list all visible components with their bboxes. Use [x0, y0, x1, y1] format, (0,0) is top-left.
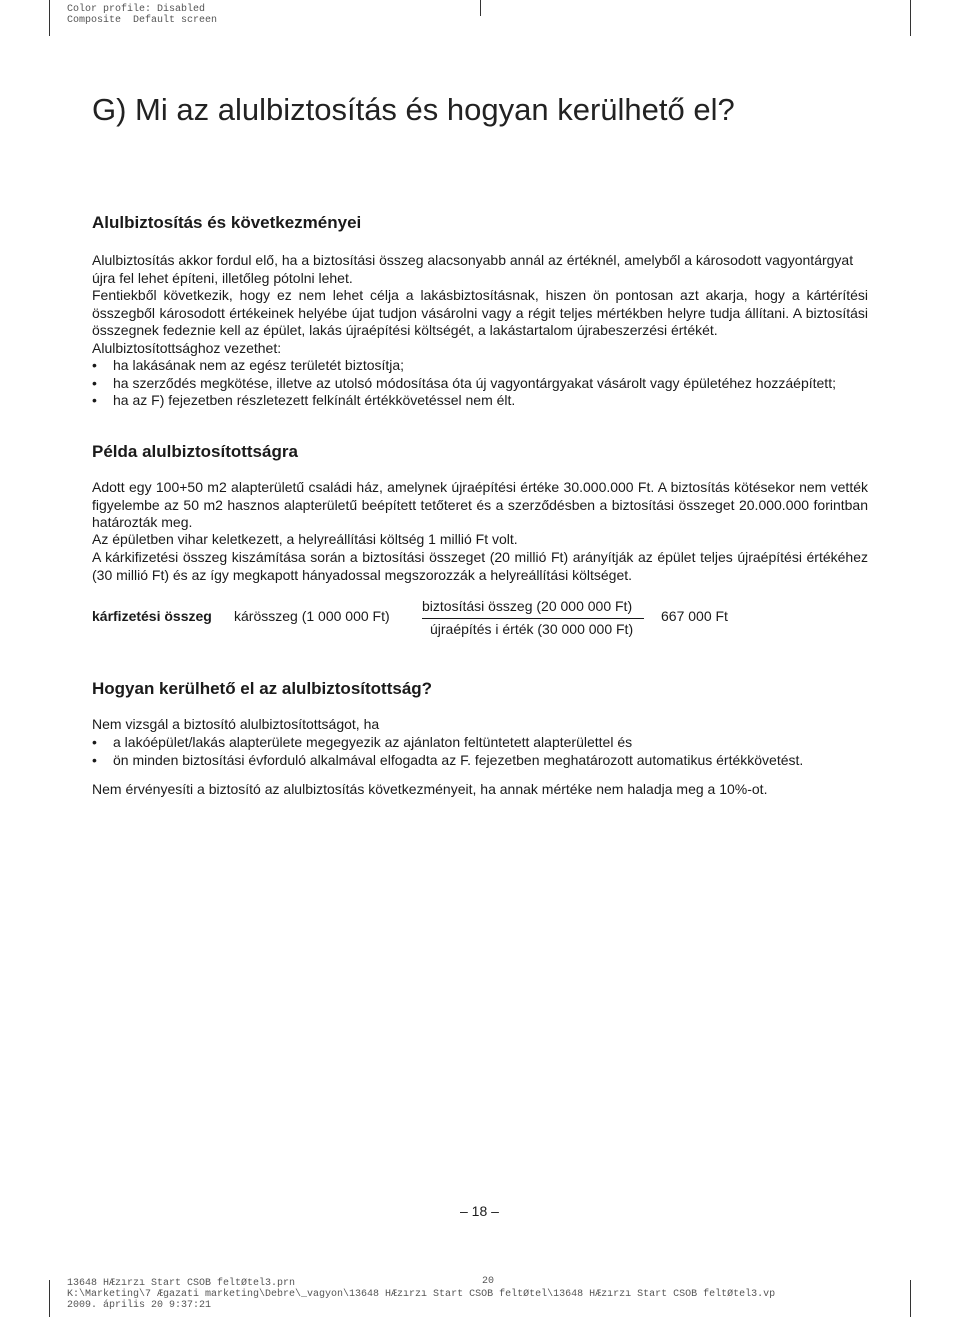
page-title: G) Mi az alulbiztosítás és hogyan kerülhető el? [92, 92, 735, 127]
section-heading-underinsurance: Alulbiztosítás és következményei [92, 213, 362, 232]
section-heading-prevention: Hogyan kerülhető el az alulbiztosítottság? [92, 679, 433, 698]
causes-list [92, 357, 868, 410]
paragraph-example-damage: Az épületben vihar keletkezett, a helyreállítási költség 1 millió Ft volt. [92, 531, 518, 547]
formula-factor: kárösszeg (1 000 000 Ft) [234, 608, 390, 624]
paragraph-consequence: Fentiekből következik, hogy ez nem lehet célja a lakásbiztosításnak, hiszen ön pontosan azt akarja, hogy a kártérítési összegből károsodott értékeinek helyébe újat tudjon vásárolni vagy a régit teljes mértékben helyre tudja állítani. A biztosítási összegnek fedeznie kell az épület, lakás újraépítési költségét, a lakástartalom újrabeszerzési értékét. [92, 287, 868, 338]
paragraph-example-house: Adott egy 100+50 m2 alapterületű családi ház, amelynek újraépítési értéke 30.000.000 Ft. A biztosítás kötésekor nem vették figyelembe az 50 m2 hasznos alapterületű beépített tetőteret és a szerződésben a biztosítási összeget 20.000.000 forintban határozták meg. [92, 479, 868, 530]
list-item: • ön minden biztosítási évforduló alkalmával elfogadta az F. fejezetben meghatározott automatikus értékkövetést. [92, 752, 868, 770]
sheet-number: 20 [482, 1276, 495, 1287]
fraction-line [422, 618, 644, 619]
footer-path-line: K:\Marketing\7 Ægazati marketing\Debre\_vagyon\13648 HÆzırzı Start CSOB feltØtel\13648 HÆzırzı Start CSOB feltØtel3.vp [67, 1289, 776, 1300]
composite-line: Composite Default screen [67, 15, 218, 26]
list-item: • ha lakásának nem az egész területét biztosítja; [92, 357, 868, 375]
formula-numerator: biztosítási összeg (20 000 000 Ft) [422, 598, 633, 614]
crop-mark-bottom-right [910, 1280, 911, 1317]
formula-result: 667 000 Ft [661, 608, 728, 624]
paragraph-prevention-intro: Nem vizsgál a biztosító alulbiztosítottságot, ha [92, 716, 380, 732]
footer-date-line: 2009. április 20 9:37:21 [67, 1300, 212, 1311]
formula-label: kárfizetési összeg [92, 608, 212, 624]
crop-mark-top-left [49, 0, 50, 36]
paragraph-definition: Alulbiztosítás akkor fordul elő, ha a biztosítási összeg alacsonyabb annál az értéknél, amelyből a károsodott vagyontárgyat újra fel lehet építeni, illetőleg pótolni lehet. [92, 252, 854, 286]
crop-mark-top-right [910, 0, 911, 36]
prevention-list [92, 734, 868, 769]
list-item: • ha szerződés megkötése, illetve az utolsó módosítása óta új vagyontárgyakat vásárolt vagy épületéhez hozzáépített; [92, 375, 868, 393]
list-item: • a lakóépület/lakás alapterülete megegyezik az ajánlaton feltüntetett alapterülettel és [92, 734, 868, 752]
color-profile-line: Color profile: Disabled [67, 4, 206, 15]
print-header [67, 4, 217, 26]
formula-denominator: újraépítés i érték (30 000 000 Ft) [430, 621, 634, 637]
claim-formula [92, 596, 792, 640]
crop-mark-bottom-left [49, 1280, 50, 1317]
paragraph-causes-intro: Alulbiztosítottsághoz vezethet: [92, 340, 282, 356]
page-number: – 18 – [460, 1203, 499, 1219]
list-item: • ha az F) fejezetben részletezett felkínált értékkövetéssel nem élt. [92, 392, 868, 410]
crop-mark-top-center [480, 0, 481, 16]
footer-file-line: 13648 HÆzırzı Start CSOB feltØtel3.prn [67, 1278, 296, 1289]
print-footer [67, 1278, 775, 1311]
section-heading-example: Példa alulbiztosítottságra [92, 442, 298, 461]
paragraph-example-calculation: A kárkifizetési összeg kiszámítása során a biztosítási összeget (20 millió Ft) arányítják az épület teljes újraépítési értékéhez (30 millió Ft) és az így megkapott hányadossal megszorozzák a helyreállítási költséget. [92, 549, 868, 583]
paragraph-threshold: Nem érvényesíti a biztosító az alulbiztosítás következményeit, ha annak mértéke nem haladja meg a 10%-ot. [92, 781, 768, 797]
